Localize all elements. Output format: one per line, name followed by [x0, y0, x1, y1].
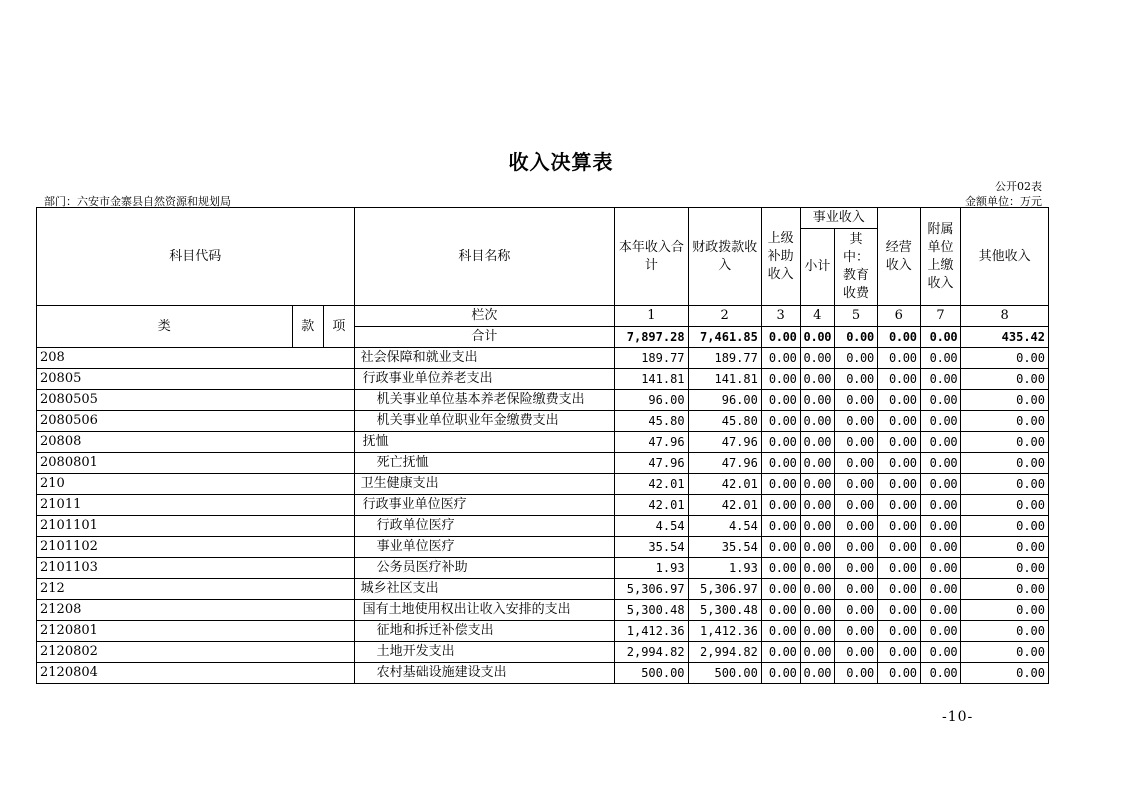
subject-code-cell: 210: [37, 474, 355, 495]
value-cell: 0.00: [920, 453, 961, 474]
value-cell: 0.00: [800, 453, 835, 474]
subject-name-cell: 行政单位医疗: [354, 516, 615, 537]
value-cell: 42.01: [688, 474, 761, 495]
table-row: [37, 474, 1049, 495]
subject-code-cell: 21208: [37, 600, 355, 621]
subject-code-cell: 21011: [37, 495, 355, 516]
subject-name-cell: 征地和拆迁补偿支出: [354, 621, 615, 642]
value-cell: 0.00: [961, 516, 1049, 537]
value-cell: 35.54: [688, 537, 761, 558]
value-cell: 0.00: [961, 390, 1049, 411]
subject-code-cell: 2101101: [37, 516, 355, 537]
table-row: [37, 411, 1049, 432]
subject-code-cell: 2120801: [37, 621, 355, 642]
subject-code-cell: 2080505: [37, 390, 355, 411]
header-lei: 类: [37, 306, 293, 348]
value-cell: 96.00: [688, 390, 761, 411]
subject-code-cell: 2120802: [37, 642, 355, 663]
value-cell: 0.00: [835, 600, 878, 621]
value-cell: 0.00: [961, 621, 1049, 642]
table-row: [37, 558, 1049, 579]
value-cell: 0.00: [920, 642, 961, 663]
value-cell: 0.00: [800, 642, 835, 663]
subject-name-cell: 行政事业单位医疗: [354, 495, 615, 516]
value-cell: 0.00: [761, 453, 800, 474]
value-cell: 0.00: [877, 432, 920, 453]
value-cell: 0.00: [920, 558, 961, 579]
value-cell: 0.00: [835, 537, 878, 558]
value-cell: 0.00: [961, 432, 1049, 453]
table-row: [37, 453, 1049, 474]
value-cell: 0.00: [800, 558, 835, 579]
value-cell: 0.00: [835, 474, 878, 495]
value-cell: 141.81: [688, 369, 761, 390]
col-number: 4: [800, 306, 835, 327]
subject-code-cell: 212: [37, 579, 355, 600]
value-cell: 45.80: [615, 411, 688, 432]
value-cell: 0.00: [961, 369, 1049, 390]
value-cell: 0.00: [920, 621, 961, 642]
value-cell: 0.00: [877, 369, 920, 390]
subject-code-cell: 2080506: [37, 411, 355, 432]
value-cell: 0.00: [761, 621, 800, 642]
value-cell: 0.00: [877, 390, 920, 411]
value-cell: 0.00: [761, 495, 800, 516]
table-row: [37, 348, 1049, 369]
value-cell: 0.00: [761, 537, 800, 558]
value-cell: 0.00: [761, 348, 800, 369]
value-cell: 0.00: [920, 474, 961, 495]
value-cell: 0.00: [961, 537, 1049, 558]
value-cell: 0.00: [800, 600, 835, 621]
value-cell: 0.00: [920, 411, 961, 432]
value-cell: 0.00: [761, 411, 800, 432]
value-cell: 0.00: [835, 579, 878, 600]
value-cell: 5,300.48: [615, 600, 688, 621]
value-cell: 0.00: [761, 390, 800, 411]
value-cell: 0.00: [761, 474, 800, 495]
value-cell: 500.00: [615, 663, 688, 684]
value-cell: 96.00: [615, 390, 688, 411]
value-cell: 0.00: [835, 516, 878, 537]
subject-name-cell: 机关事业单位基本养老保险缴费支出: [354, 390, 615, 411]
col-number: 1: [615, 306, 688, 327]
value-cell: 0.00: [877, 621, 920, 642]
header-subject-name: 科目名称: [354, 208, 615, 306]
value-cell: 0.00: [877, 663, 920, 684]
value-cell: 0.00: [835, 390, 878, 411]
header-row-1: [37, 208, 1049, 229]
value-cell: 42.01: [688, 495, 761, 516]
value-cell: 5,306.97: [615, 579, 688, 600]
value-cell: 0.00: [800, 369, 835, 390]
value-cell: 0.00: [920, 495, 961, 516]
table-row: [37, 516, 1049, 537]
subject-code-cell: 20805: [37, 369, 355, 390]
subject-name-cell: 机关事业单位职业年金缴费支出: [354, 411, 615, 432]
value-cell: 1,412.36: [615, 621, 688, 642]
value-cell: 0.00: [835, 558, 878, 579]
page-number: -10-: [942, 709, 974, 725]
value-cell: 0.00: [800, 474, 835, 495]
subject-code-cell: 2080801: [37, 453, 355, 474]
value-cell: 35.54: [615, 537, 688, 558]
total-value: 0.00: [761, 327, 800, 348]
total-value: 435.42: [961, 327, 1049, 348]
header-fiscal-appropriation: 财政拨款收入: [688, 208, 761, 306]
total-value: 0.00: [920, 327, 961, 348]
value-cell: 189.77: [688, 348, 761, 369]
col-number: 3: [761, 306, 800, 327]
col-number: 8: [961, 306, 1049, 327]
value-cell: 0.00: [800, 432, 835, 453]
value-cell: 0.00: [761, 558, 800, 579]
value-cell: 0.00: [835, 621, 878, 642]
total-value: 0.00: [877, 327, 920, 348]
table-row: [37, 369, 1049, 390]
subject-code-cell: 20808: [37, 432, 355, 453]
value-cell: 0.00: [961, 579, 1049, 600]
value-cell: 0.00: [800, 390, 835, 411]
value-cell: 0.00: [761, 663, 800, 684]
value-cell: 45.80: [688, 411, 761, 432]
total-label: 合计: [354, 327, 615, 348]
value-cell: 0.00: [961, 600, 1049, 621]
col-number: 7: [920, 306, 961, 327]
value-cell: 0.00: [920, 579, 961, 600]
value-cell: 0.00: [835, 369, 878, 390]
table-row: [37, 537, 1049, 558]
table-row: [37, 432, 1049, 453]
header-education-fee: 其中：教育收费: [835, 229, 878, 306]
value-cell: 0.00: [835, 453, 878, 474]
value-cell: 0.00: [961, 453, 1049, 474]
header-subject-code: 科目代码: [37, 208, 355, 306]
total-value: 7,897.28: [615, 327, 688, 348]
table-row: [37, 579, 1049, 600]
value-cell: 0.00: [877, 411, 920, 432]
subject-code-cell: 2101103: [37, 558, 355, 579]
value-cell: 0.00: [877, 642, 920, 663]
header-subtotal: 小计: [800, 229, 835, 306]
value-cell: 0.00: [920, 537, 961, 558]
value-cell: 47.96: [615, 453, 688, 474]
value-cell: 0.00: [800, 348, 835, 369]
subject-name-cell: 社会保障和就业支出: [354, 348, 615, 369]
value-cell: 0.00: [761, 369, 800, 390]
value-cell: 5,306.97: [688, 579, 761, 600]
value-cell: 0.00: [835, 495, 878, 516]
value-cell: 47.96: [688, 432, 761, 453]
value-cell: 1,412.36: [688, 621, 761, 642]
value-cell: 0.00: [761, 600, 800, 621]
header-total-income: 本年收入合计: [615, 208, 688, 306]
subject-name-cell: 抚恤: [354, 432, 615, 453]
header-superior-subsidy: 上级补助收入: [761, 208, 800, 306]
value-cell: 2,994.82: [615, 642, 688, 663]
value-cell: 0.00: [835, 348, 878, 369]
value-cell: 0.00: [800, 495, 835, 516]
value-cell: 2,994.82: [688, 642, 761, 663]
value-cell: 0.00: [835, 663, 878, 684]
value-cell: 0.00: [800, 537, 835, 558]
subject-name-cell: 农村基础设施建设支出: [354, 663, 615, 684]
department-label: 部门：六安市金寨县自然资源和规划局: [44, 195, 231, 208]
value-cell: 500.00: [688, 663, 761, 684]
value-cell: 0.00: [877, 537, 920, 558]
header-row-3: [37, 306, 1049, 327]
value-cell: 0.00: [961, 348, 1049, 369]
header-career-income: 事业收入: [800, 208, 877, 229]
value-cell: 0.00: [877, 474, 920, 495]
subject-code-cell: 2101102: [37, 537, 355, 558]
value-cell: 4.54: [615, 516, 688, 537]
value-cell: 0.00: [835, 642, 878, 663]
value-cell: 0.00: [920, 600, 961, 621]
value-cell: 0.00: [800, 621, 835, 642]
table-row: [37, 663, 1049, 684]
value-cell: 0.00: [920, 663, 961, 684]
value-cell: 1.93: [688, 558, 761, 579]
col-number: 5: [835, 306, 878, 327]
value-cell: 0.00: [761, 516, 800, 537]
value-cell: 47.96: [615, 432, 688, 453]
subject-name-cell: 城乡社区支出: [354, 579, 615, 600]
subject-name-cell: 卫生健康支出: [354, 474, 615, 495]
subject-name-cell: 事业单位医疗: [354, 537, 615, 558]
page-title: 收入决算表: [508, 150, 614, 174]
subject-name-cell: 死亡抚恤: [354, 453, 615, 474]
value-cell: 0.00: [800, 579, 835, 600]
value-cell: 0.00: [835, 432, 878, 453]
header-kuan: 款: [292, 306, 324, 348]
total-value: 7,461.85: [688, 327, 761, 348]
header-other-income: 其他收入: [961, 208, 1049, 306]
table-row: [37, 642, 1049, 663]
value-cell: 0.00: [800, 663, 835, 684]
value-cell: 0.00: [877, 600, 920, 621]
income-table: [36, 207, 1049, 684]
col-number: 6: [877, 306, 920, 327]
value-cell: 0.00: [877, 495, 920, 516]
col-number: 2: [688, 306, 761, 327]
value-cell: 5,300.48: [688, 600, 761, 621]
subject-name-cell: 公务员医疗补助: [354, 558, 615, 579]
table-row: [37, 495, 1049, 516]
subject-name-cell: 国有土地使用权出让收入安排的支出: [354, 600, 615, 621]
value-cell: 0.00: [920, 432, 961, 453]
header-xiang: 项: [324, 306, 355, 348]
total-value: 0.00: [800, 327, 835, 348]
value-cell: 0.00: [761, 642, 800, 663]
value-cell: 0.00: [920, 516, 961, 537]
value-cell: 0.00: [961, 474, 1049, 495]
form-code: 公开02表: [995, 180, 1042, 193]
value-cell: 0.00: [961, 558, 1049, 579]
header-operating-income: 经营收入: [877, 208, 920, 306]
header-lanci: 栏次: [354, 306, 615, 327]
value-cell: 0.00: [877, 579, 920, 600]
value-cell: 0.00: [920, 369, 961, 390]
value-cell: 0.00: [920, 348, 961, 369]
value-cell: 0.00: [877, 516, 920, 537]
subject-code-cell: 2120804: [37, 663, 355, 684]
value-cell: 0.00: [877, 558, 920, 579]
value-cell: 42.01: [615, 474, 688, 495]
table-row: [37, 390, 1049, 411]
value-cell: 0.00: [920, 390, 961, 411]
value-cell: 0.00: [961, 642, 1049, 663]
subject-name-cell: 土地开发支出: [354, 642, 615, 663]
value-cell: 0.00: [877, 453, 920, 474]
value-cell: 4.54: [688, 516, 761, 537]
value-cell: 42.01: [615, 495, 688, 516]
value-cell: 0.00: [800, 516, 835, 537]
unit-label: 金额单位：万元: [965, 195, 1042, 208]
value-cell: 0.00: [800, 411, 835, 432]
subject-name-cell: 行政事业单位养老支出: [354, 369, 615, 390]
value-cell: 1.93: [615, 558, 688, 579]
value-cell: 0.00: [761, 579, 800, 600]
header-affiliated-income: 附属单位上缴收入: [920, 208, 961, 306]
subject-code-cell: 208: [37, 348, 355, 369]
value-cell: 0.00: [877, 348, 920, 369]
value-cell: 47.96: [688, 453, 761, 474]
value-cell: 0.00: [761, 432, 800, 453]
table-row: [37, 621, 1049, 642]
value-cell: 0.00: [961, 495, 1049, 516]
value-cell: 189.77: [615, 348, 688, 369]
table-row: [37, 600, 1049, 621]
value-cell: 0.00: [835, 411, 878, 432]
value-cell: 0.00: [961, 411, 1049, 432]
total-value: 0.00: [835, 327, 878, 348]
value-cell: 0.00: [961, 663, 1049, 684]
value-cell: 141.81: [615, 369, 688, 390]
